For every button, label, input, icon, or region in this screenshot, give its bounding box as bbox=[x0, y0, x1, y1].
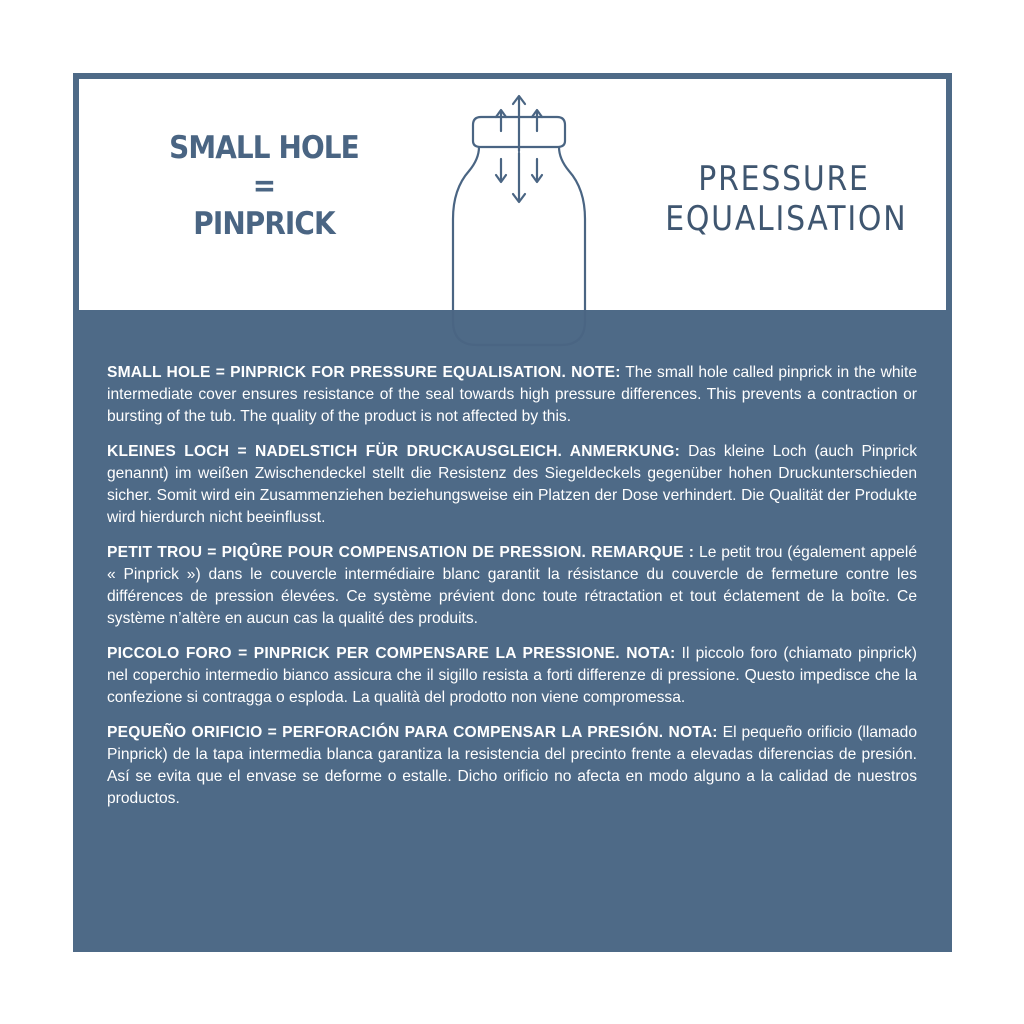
note-italian-body: Il piccolo foro (chiamato pinprick) nel coperchio intermedio bianco assicura che il sigillo resista a forti differenze di pressione. Questo impedisce che la confezione si contragga o esploda. La qualità del prodotto non viene compromessa. bbox=[107, 645, 917, 706]
note-spanish bbox=[107, 722, 917, 810]
note-french-body: Le petit trou (également appelé « Pinprick ») dans le couvercle intermédiaire blanc garantit la résistance du couvercle de fermeture contre les différences de pression élevées. Ce système prévient donc toute rétractation et tout éclatement de la boîte. Ce système n’altère en aucun cas la qualité des produits. bbox=[107, 544, 917, 627]
right-title-line-1: PRESSURE bbox=[698, 159, 870, 199]
note-german bbox=[107, 441, 917, 529]
info-card bbox=[73, 73, 952, 952]
note-english-heading: SMALL HOLE = PINPRICK FOR PRESSURE EQUALISATION. NOTE: bbox=[107, 364, 621, 381]
note-english-body: The small hole called pinprick in the white intermediate cover ensures resistance of the seal towards high pressure differences. This prevents a contraction or bursting of the tub. The quality of the product is not affected by this. bbox=[107, 364, 917, 425]
note-english bbox=[107, 362, 917, 428]
header-panel bbox=[79, 79, 946, 310]
note-french bbox=[107, 542, 917, 630]
right-title-line-2: EQUALISATION bbox=[665, 199, 908, 239]
note-french-heading: PETIT TROU = PIQÛRE POUR COMPENSATION DE PRESSION. REMARQUE : bbox=[107, 544, 695, 561]
left-title-line-3: PINPRICK bbox=[193, 206, 335, 242]
note-german-heading: KLEINES LOCH = NADELSTICH FÜR DRUCKAUSGLEICH. ANMERKUNG: bbox=[107, 443, 681, 460]
note-spanish-heading: PEQUEÑO ORIFICIO = PERFORACIÓN PARA COMPENSAR LA PRESIÓN. NOTA: bbox=[107, 724, 718, 741]
jar-with-pressure-arrows-icon bbox=[439, 89, 599, 359]
left-title-line-1: SMALL HOLE bbox=[169, 130, 359, 166]
multilingual-notes bbox=[107, 362, 917, 823]
pressure-equalisation-title bbox=[665, 159, 908, 239]
note-german-body: Das kleine Loch (auch Pinprick genannt) im weißen Zwischendeckel stellt die Resistenz des Siegeldeckels gegenüber hohen Druckunterschieden sicher. Somit wird ein Zusammenziehen beziehungsweise ein Platzen der Dose verhindert. Die Qualität der Produkte wird hierdurch nicht beeinflusst. bbox=[107, 443, 917, 526]
small-hole-title bbox=[161, 129, 368, 243]
left-title-line-2: = bbox=[252, 168, 276, 204]
note-italian-heading: PICCOLO FORO = PINPRICK PER COMPENSARE LA PRESSIONE. NOTA: bbox=[107, 645, 676, 662]
note-spanish-body: El pequeño orificio (llamado Pinprick) de la tapa intermedia blanca garantiza la resistencia del precinto frente a elevadas diferencias de presión. Así se evita que el envase se deforme o estalle. Dicho orificio no afecta en modo alguno a la calidad de nuestros productos. bbox=[107, 724, 917, 807]
note-italian bbox=[107, 643, 917, 709]
